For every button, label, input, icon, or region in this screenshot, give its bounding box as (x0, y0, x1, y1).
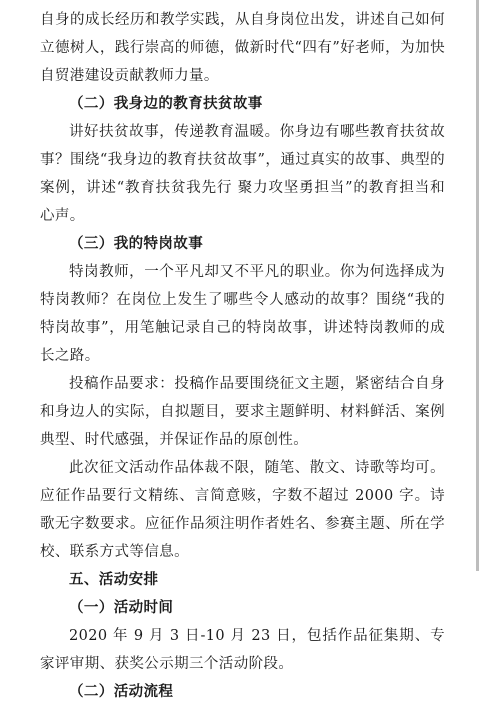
body-paragraph-submission-requirements: 投稿作品要求：投稿作品要围绕征文主题，紧密结合自身和身边人的实际，自拟题目，要求主题鲜明、材料鲜活、案例典型、时代感强，并保证作品的原创性。 (40, 376, 445, 448)
body-paragraph-format-requirements: 此次征文活动作品体裁不限，随笔、散文、诗歌等均可。应征作品要行文精练、言简意赅，字数不超过 2000 字。诗歌无字数要求。应征作品须注明作者姓名、参赛主题、所在学校、联系方式等信息。 (40, 460, 445, 560)
section-heading-3: （三）我的特岗故事 (69, 235, 204, 252)
body-paragraph-poverty-stories: 讲好扶贫故事，传递教育温暖。你身边有哪些教育扶贫故事？围绕“我身边的教育扶贫故事”，通过真实的故事、典型的案例，讲述“教育扶贫我先行 聚力攻坚勇担当”的教育担当和心声。 (40, 124, 445, 224)
body-paragraph-continued: 自身的成长经历和教学实践，从自身岗位出发，讲述自己如何立德树人，践行崇高的师德，做新时代“四有”好老师，为加快自贸港建设贡献教师力量。 (40, 12, 445, 84)
body-paragraph-dates: 2020 年 9 月 3 日-10 月 23 日，包括作品征集期、专家评审期、获奖公示期三个活动阶段。 (40, 628, 445, 672)
body-paragraph-special-teacher: 特岗教师，一个平凡却又不平凡的职业。你为何选择成为特岗教师？在岗位上发生了哪些令人感动的故事？围绕“我的特岗故事”，用笔触记录自己的特岗故事，讲述特岗教师的成长之路。 (40, 264, 445, 364)
section-heading-schedule: 五、活动安排 (69, 571, 159, 588)
section-heading-2: （二）我身边的教育扶贫故事 (69, 95, 263, 112)
subsection-heading-process: （二）活动流程 (69, 683, 174, 700)
subsection-heading-time: （一）活动时间 (69, 599, 174, 616)
